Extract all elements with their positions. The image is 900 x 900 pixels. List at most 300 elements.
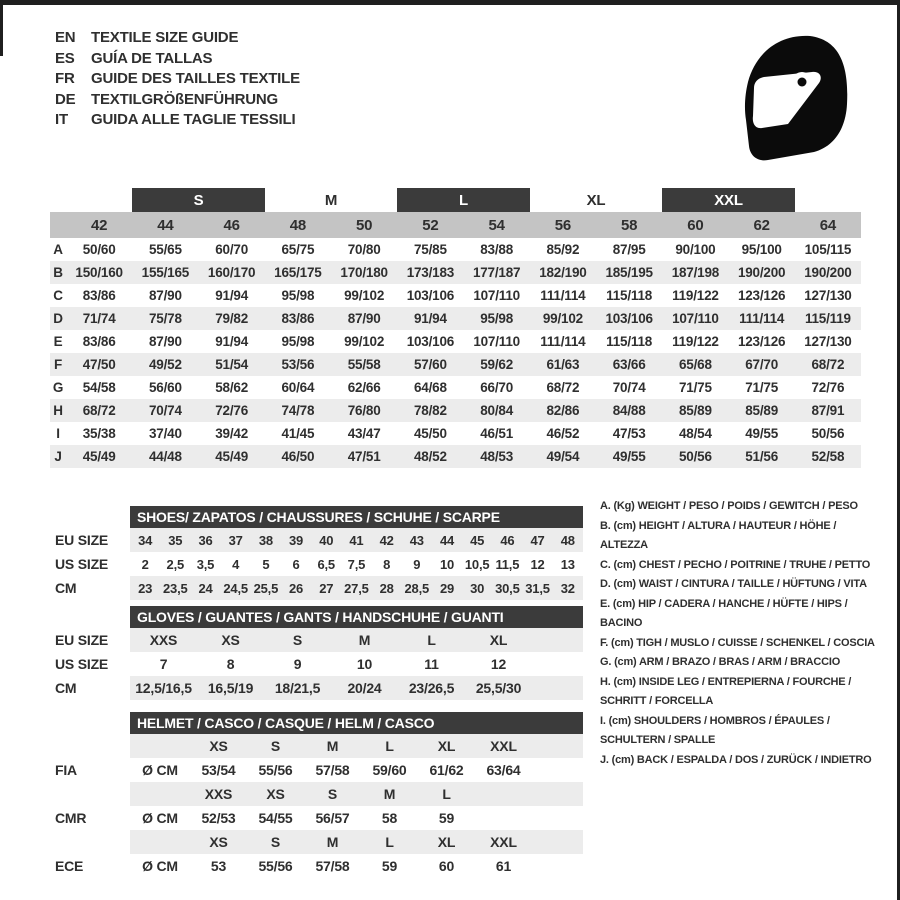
measurement-value: 99/102 [344, 334, 385, 349]
shoes-section-header: SHOES/ ZAPATOS / CHAUSSURES / SCHUHE / SCARPE [130, 506, 583, 528]
helmet-size-value: 57/58 [315, 858, 350, 874]
measurement-value: 83/88 [480, 242, 514, 257]
size-value: 23 [130, 576, 160, 600]
spacer-cell [532, 854, 583, 878]
row-letter: A [53, 242, 63, 257]
measurement-value: 99/102 [530, 307, 596, 330]
helmet-size-value: 60 [438, 858, 455, 874]
measurement-value: 58/62 [215, 380, 249, 395]
guide-title: TEXTILGRÖßENFÜHRUNG [91, 90, 279, 108]
size-value: 11 [424, 656, 439, 672]
measurement-value: 107/110 [473, 288, 520, 303]
helmet-size-label: XS [190, 734, 247, 758]
measurement-value: 85/89 [729, 399, 795, 422]
size-value: 10 [356, 656, 373, 672]
measurement-row-j [50, 445, 861, 468]
helmet-size-label: L [418, 782, 475, 806]
size-value: 42 [372, 528, 402, 552]
helmet-size-value [475, 806, 532, 830]
size-value: 26 [281, 576, 311, 600]
helmet-size-value: 57/58 [315, 762, 350, 778]
measurement-value: 75/85 [413, 242, 447, 257]
language-code: DE [55, 90, 76, 108]
legend-item: D. (cm) WAIST / CINTURA / TAILLE / HÜFTUNG / VITA [600, 578, 867, 590]
measurement-value: 95/100 [741, 242, 782, 257]
helmet-sizes-row-fia [55, 734, 583, 758]
spacer-cell [532, 652, 583, 676]
size-value: 30,5 [492, 576, 522, 600]
size-value: 8 [383, 556, 391, 572]
size-value: 36 [190, 528, 220, 552]
measurement-value: 72/76 [811, 380, 845, 395]
spacer-cell [532, 806, 583, 830]
language-row [55, 28, 300, 49]
size-value: 45 [462, 528, 492, 552]
row-label: EU SIZE [55, 632, 109, 648]
size-column-64: 64 [795, 212, 861, 238]
numeric-size-band [50, 212, 861, 238]
measurement-value: 60/70 [215, 242, 249, 257]
row-label-spacer [55, 782, 130, 806]
measurement-value: 85/92 [546, 242, 580, 257]
measurement-value: 190/200 [729, 261, 795, 284]
helmet-size-label: S [247, 734, 304, 758]
helmet-size-value: 52/53 [201, 810, 236, 826]
spacer-cell [532, 628, 583, 652]
size-value: 27,5 [341, 576, 371, 600]
measurement-value: 56/60 [148, 380, 182, 395]
size-column-46: 46 [199, 212, 265, 238]
size-value: 20/24 [331, 676, 398, 700]
measurement-value: 48/54 [678, 426, 712, 441]
size-value: 25,5/30 [465, 676, 532, 700]
size-column-58: 58 [596, 212, 662, 238]
standard-label: CMR [55, 810, 87, 826]
measurement-value: 82/86 [530, 399, 596, 422]
size-value: 46 [492, 528, 522, 552]
row-letter: G [52, 380, 64, 395]
size-value: 8 [226, 656, 235, 672]
helmet-size-label: L [361, 734, 418, 758]
row-label: CM [55, 680, 77, 696]
measurement-value: 119/122 [672, 334, 719, 349]
measurement-value: 95/98 [281, 334, 315, 349]
language-code: IT [55, 111, 68, 128]
row-letter: H [50, 399, 66, 422]
measurement-value: 79/82 [199, 307, 265, 330]
size-header-xl: XL [586, 191, 606, 209]
measurement-row-f [50, 353, 861, 376]
measurement-value: 50/56 [662, 445, 728, 468]
size-value: 16,5/19 [197, 676, 264, 700]
row-letter: C [53, 288, 63, 303]
legend-item: C. (cm) CHEST / PECHO / POITRINE / TRUHE / PETTO [600, 558, 871, 571]
size-value: 12 [490, 656, 507, 672]
measurement-value: 85/89 [662, 399, 728, 422]
measurement-value: 187/198 [662, 261, 728, 284]
size-value: XL [465, 628, 532, 652]
spacer-cell [532, 676, 583, 700]
measurement-value: 53/56 [265, 353, 331, 376]
size-value: 10,5 [464, 556, 490, 572]
helmet-size-value: 56/57 [315, 810, 350, 826]
size-value: 6 [292, 556, 300, 572]
size-value: 10 [439, 556, 455, 572]
measurement-value: 111/114 [540, 288, 586, 303]
size-header-m: M [324, 191, 338, 209]
size-value: 28 [372, 576, 402, 600]
measurement-value: 50/56 [811, 426, 845, 441]
measurement-value: 49/55 [745, 426, 779, 441]
language-code: FR [55, 70, 75, 87]
size-value: 39 [281, 528, 311, 552]
helmet-size-label: XXL [475, 830, 532, 854]
language-row [55, 69, 300, 90]
measurement-value: 127/130 [804, 334, 852, 349]
size-value: M [331, 628, 398, 652]
row-label: US SIZE [55, 656, 109, 672]
size-value: 43 [402, 528, 432, 552]
row-letter: E [53, 334, 63, 349]
size-value: 3,5 [196, 556, 215, 572]
row-label: EU SIZE [55, 532, 109, 548]
size-value: 2,5 [166, 556, 185, 572]
page-border-top [0, 0, 900, 5]
helmet-size-label: M [361, 782, 418, 806]
helmet-size-label: XS [247, 782, 304, 806]
helmet-size-value: 55/56 [258, 762, 293, 778]
measurement-value: 75/78 [132, 307, 198, 330]
measurement-value: 150/160 [66, 261, 132, 284]
measurement-value: 52/58 [795, 445, 861, 468]
language-code: ES [55, 49, 75, 67]
size-value: 38 [251, 528, 281, 552]
measurement-value: 78/82 [397, 399, 463, 422]
measurement-value: 48/52 [397, 445, 463, 468]
guide-title: GUIDA ALLE TAGLIE TESSILI [91, 111, 296, 128]
measurement-legend [600, 497, 876, 770]
measurement-value: 39/42 [215, 426, 249, 441]
size-value: 25,5 [251, 576, 281, 600]
size-column-48: 48 [265, 212, 331, 238]
size-column-44: 44 [132, 212, 198, 238]
helmet-size-label: M [304, 734, 361, 758]
measurement-value: 68/72 [66, 399, 132, 422]
measurement-row-d [50, 307, 861, 330]
helmet-values-row-cmr [55, 806, 583, 830]
measurement-value: 37/40 [148, 426, 182, 441]
helmet-size-label: XL [418, 830, 475, 854]
measurement-value: 83/86 [82, 288, 116, 303]
measurement-value: 107/110 [662, 307, 728, 330]
helmet-size-label [475, 782, 532, 806]
measurement-value: 50/60 [82, 242, 116, 257]
measurement-value: 47/51 [331, 445, 397, 468]
measurement-value: 49/55 [596, 445, 662, 468]
guide-title: TEXTILE SIZE GUIDE [91, 29, 239, 46]
gloves-section-header: GLOVES / GUANTES / GANTS / HANDSCHUHE / GUANTI [130, 606, 583, 628]
measurement-value: 95/98 [464, 307, 530, 330]
helmet-size-value: 59 [381, 858, 398, 874]
measurement-value: 91/94 [215, 334, 249, 349]
measurement-value: 70/74 [132, 399, 198, 422]
guide-title: GUIDE DES TAILLES TEXTILE [91, 70, 300, 87]
size-value: 48 [553, 528, 583, 552]
size-header-spacer [50, 188, 132, 212]
unit-spacer [130, 782, 190, 806]
standard-label: ECE [55, 858, 84, 874]
legend-item: H. (cm) INSIDE LEG / ENTREPIERNA / FOURCHE / SCHRITT / FORCELLA [600, 675, 852, 707]
helmet-icon [740, 32, 850, 167]
measurement-value: 123/126 [737, 334, 786, 349]
measurement-value: 71/74 [66, 307, 132, 330]
helmet-size-value: 53 [210, 858, 227, 874]
helmet-values-row-fia [55, 758, 583, 782]
textile-size-table [50, 188, 861, 468]
spacer-cell [532, 830, 583, 854]
measurement-value: 91/94 [397, 307, 463, 330]
measurement-value: 182/190 [530, 261, 596, 284]
size-value: XS [197, 628, 264, 652]
size-value: 23/26,5 [398, 676, 465, 700]
measurement-value: 103/106 [596, 307, 662, 330]
size-row-eu-size [55, 628, 583, 652]
size-value: 12,5/16,5 [130, 676, 197, 700]
measurement-value: 84/88 [596, 399, 662, 422]
measurement-value: 61/63 [530, 353, 596, 376]
helmet-size-label: XXS [190, 782, 247, 806]
size-value: 2 [141, 556, 149, 572]
measurement-value: 76/80 [331, 399, 397, 422]
size-value: L [398, 628, 465, 652]
size-header-s: S [132, 188, 265, 212]
measurement-value: 44/48 [132, 445, 198, 468]
helmet-size-label: XL [418, 734, 475, 758]
measurement-value: 47/50 [66, 353, 132, 376]
row-label-spacer [55, 734, 130, 758]
measurement-value: 60/64 [281, 380, 315, 395]
size-row-us-size [55, 552, 583, 576]
size-value: 32 [553, 576, 583, 600]
measurement-value: 160/170 [199, 261, 265, 284]
measurement-value: 63/66 [596, 353, 662, 376]
measurement-value: 115/118 [606, 288, 653, 303]
standard-label: FIA [55, 762, 77, 778]
measurement-value: 55/65 [148, 242, 182, 257]
size-value: 4 [232, 556, 240, 572]
unit-spacer [130, 734, 190, 758]
size-value: 34 [130, 528, 160, 552]
spacer-cell [532, 734, 583, 758]
measurement-row-c [50, 284, 861, 307]
row-letter: B [50, 261, 66, 284]
language-row [55, 90, 300, 111]
helmet-size-label: S [247, 830, 304, 854]
helmet-size-table [55, 734, 583, 878]
legend-item: J. (cm) BACK / ESPALDA / DOS / ZURÜCK / INDIETRO [600, 753, 872, 766]
row-letter: D [50, 307, 66, 330]
spacer-cell [532, 758, 583, 782]
measurement-value: 87/90 [148, 334, 182, 349]
size-value: 9 [413, 556, 421, 572]
unit-label: Ø CM [142, 762, 178, 778]
row-letter: I [56, 426, 60, 441]
measurement-value: 115/119 [795, 307, 861, 330]
measurement-value: 87/95 [612, 242, 646, 257]
row-label: US SIZE [55, 556, 109, 572]
size-value: 13 [560, 556, 575, 572]
size-header-spacer [795, 188, 861, 212]
unit-label: Ø CM [142, 858, 178, 874]
measurement-value: 67/70 [729, 353, 795, 376]
measurement-value: 71/75 [678, 380, 712, 395]
measurement-value: 45/49 [199, 445, 265, 468]
size-value: 12 [530, 556, 545, 572]
measurement-value: 66/70 [480, 380, 514, 395]
measurement-value: 119/122 [672, 288, 719, 303]
measurement-row-b [50, 261, 861, 284]
measurement-value: 49/54 [530, 445, 596, 468]
measurement-value: 165/175 [265, 261, 331, 284]
size-row-cm [55, 676, 583, 700]
size-value: 23,5 [160, 576, 190, 600]
measurement-row-i [50, 422, 861, 445]
helmet-size-label: L [361, 830, 418, 854]
size-row-us-size [55, 652, 583, 676]
gloves-size-table [55, 628, 583, 700]
shoes-size-table [55, 528, 583, 600]
measurement-row-a [50, 238, 861, 261]
size-value: 41 [341, 528, 371, 552]
measurement-value: 64/68 [413, 380, 447, 395]
measurement-value: 90/100 [675, 242, 716, 257]
measurement-value: 74/78 [265, 399, 331, 422]
helmet-size-value: 59/60 [372, 762, 407, 778]
measurement-value: 99/102 [344, 288, 385, 303]
measurement-value: 72/76 [199, 399, 265, 422]
size-value: 40 [311, 528, 341, 552]
size-value: 6,5 [317, 556, 335, 572]
measurement-value: 48/53 [464, 445, 530, 468]
legend-item: I. (cm) SHOULDERS / HOMBROS / ÉPAULES / SCHULTERN / SPALLE [600, 714, 830, 746]
size-column-52: 52 [397, 212, 463, 238]
measurement-value: 62/66 [347, 380, 381, 395]
helmet-size-value: 58 [381, 810, 398, 826]
helmet-size-value: 61 [495, 858, 512, 874]
size-column-42: 42 [66, 212, 132, 238]
measurement-value: 80/84 [464, 399, 530, 422]
size-value: 7,5 [347, 556, 366, 572]
measurement-value: 65/75 [281, 242, 315, 257]
measurement-value: 155/165 [132, 261, 198, 284]
helmet-size-value: 63/64 [486, 762, 521, 778]
measurement-value: 46/51 [480, 426, 514, 441]
size-value: 9 [293, 656, 302, 672]
size-value: 27 [311, 576, 341, 600]
measurement-value: 49/52 [132, 353, 198, 376]
language-row [55, 49, 300, 70]
helmet-size-value: 55/56 [258, 858, 293, 874]
size-value: 30 [462, 576, 492, 600]
measurement-value: 70/74 [612, 380, 646, 395]
measurement-value: 190/200 [795, 261, 861, 284]
guide-title: GUÍA DE TALLAS [91, 49, 213, 67]
measurement-value: 35/38 [82, 426, 116, 441]
measurement-value: 103/106 [406, 334, 455, 349]
size-value: 24,5 [221, 576, 251, 600]
measurement-value: 87/91 [795, 399, 861, 422]
measurement-value: 59/62 [464, 353, 530, 376]
helmet-size-value: 54/55 [258, 810, 293, 826]
legend-item: E. (cm) HIP / CADERA / HANCHE / HÜFTE / HIPS / BACINO [600, 597, 848, 629]
measurement-value: 41/45 [281, 426, 315, 441]
measurement-row-e [50, 330, 861, 353]
size-value: S [264, 628, 331, 652]
measurement-value: 71/75 [745, 380, 779, 395]
measurement-value: 105/115 [804, 242, 852, 257]
helmet-values-row-ece [55, 854, 583, 878]
helmet-size-label: XXL [475, 734, 532, 758]
measurement-value: 91/94 [215, 288, 249, 303]
legend-item: G. (cm) ARM / BRAZO / BRAS / ARM / BRACCIO [600, 656, 841, 668]
legend-item: F. (cm) TIGH / MUSLO / CUISSE / SCHENKEL / COSCIA [600, 636, 875, 649]
size-value: 44 [432, 528, 462, 552]
measurement-value: 87/90 [148, 288, 182, 303]
unit-label: Ø CM [142, 810, 178, 826]
size-column-50: 50 [331, 212, 397, 238]
size-value: 28,5 [402, 576, 432, 600]
helmet-size-label: S [304, 782, 361, 806]
measurement-value: 95/98 [281, 288, 315, 303]
measurement-value: 173/183 [397, 261, 463, 284]
measurement-value: 65/68 [662, 353, 728, 376]
size-value: 35 [160, 528, 190, 552]
measurement-value: 127/130 [804, 288, 852, 303]
measurement-value: 43/47 [347, 426, 381, 441]
size-value: 37 [221, 528, 251, 552]
language-code: EN [55, 29, 76, 46]
measurement-value: 51/54 [199, 353, 265, 376]
helmet-size-label: XS [190, 830, 247, 854]
row-label-spacer [55, 830, 130, 854]
size-value: 24 [190, 576, 220, 600]
measurement-row-g [50, 376, 861, 399]
helmet-size-value: 53/54 [201, 762, 236, 778]
measurement-value: 83/86 [82, 334, 116, 349]
helmet-size-label: M [304, 830, 361, 854]
size-value: 47 [522, 528, 552, 552]
size-row-cm [55, 576, 583, 600]
size-value: 29 [432, 576, 462, 600]
measurement-value: 47/53 [612, 426, 646, 441]
helmet-sizes-row-cmr [55, 782, 583, 806]
measurement-value: 107/110 [473, 334, 520, 349]
measurement-value: 45/50 [413, 426, 447, 441]
measurement-value: 185/195 [596, 261, 662, 284]
measurement-value: 170/180 [331, 261, 397, 284]
language-row [55, 110, 300, 131]
measurement-row-h [50, 399, 861, 422]
size-header-xxl: XXL [662, 188, 795, 212]
size-header-l: L [397, 188, 530, 212]
measurement-value: 51/56 [729, 445, 795, 468]
unit-spacer [130, 830, 190, 854]
size-value: XXS [130, 628, 197, 652]
size-value: 31,5 [522, 576, 552, 600]
band-spacer [50, 212, 66, 238]
size-column-60: 60 [662, 212, 728, 238]
size-row-eu-size [55, 528, 583, 552]
